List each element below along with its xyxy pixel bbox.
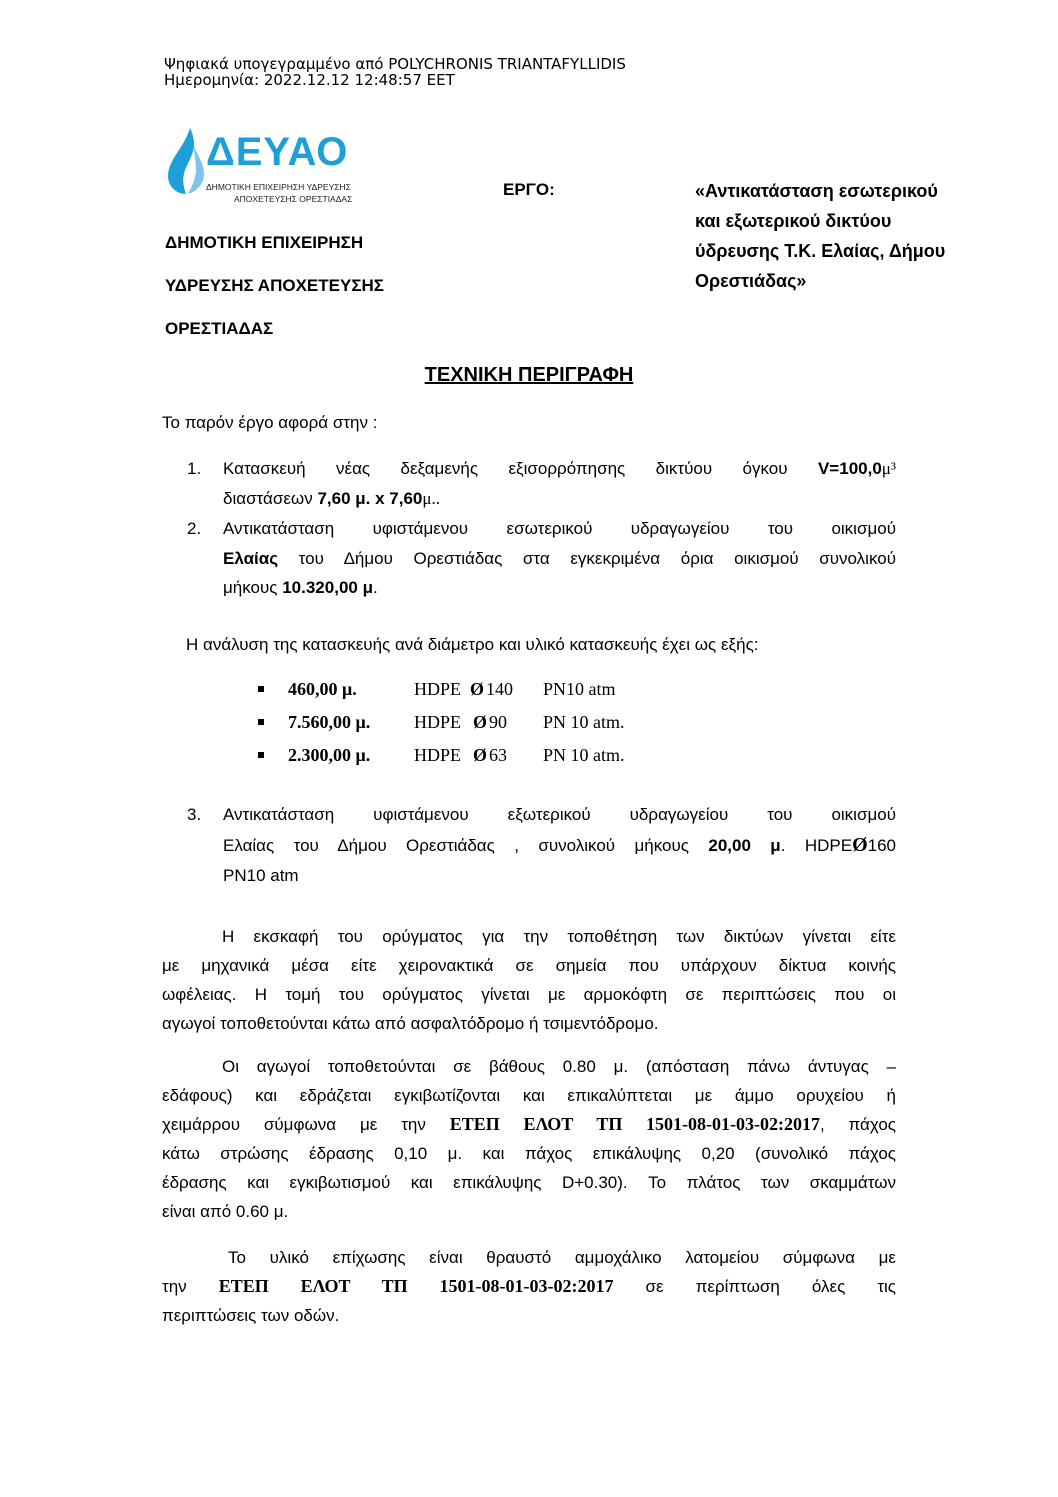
document-title: ΤΕΧΝΙΚΗ ΠΕΡΙΓΡΑΦΗ <box>424 364 634 386</box>
item-1-line-2: διαστάσεων 7,60 μ. x 7,60μ.. <box>223 489 440 508</box>
document-page: Ψηφιακά υπογεγραμμένο από POLYCHRONIS TRIANTAFYLLIDIS Ημερομηνία: 2022.12.12 12:48:57 EET ΔΕΥΑΟ ΔΗΜΟΤΙΚΗ ΕΠΙΧΕΙΡΗΣΗ ΥΔΡΕΥΣΗΣ ΑΠΟΧΕΤΕΥΣΗΣ ΟΡΕΣΤΙΑΔΑΣ ΔΗΜΟΤΙΚΗ ΕΠΙΧΕΙΡΗΣΗ ΥΔΡΕΥΣΗΣ ΑΠΟΧΕΤΕΥΣΗΣ ΟΡΕΣΤΙΑΔΑΣ ΕΡΓΟ: «Αντικατάσταση εσωτερικού και εξωτερικού δικτύου ύδρευσης Τ.Κ. Ελαίας, Δήμου Ορεστιάδας» ΤΕΧΝΙΚΗ ΠΕΡΙΓΡΑΦΗ Το παρόν έργο αφορά στην : 1. Κατασκευή νέας δεξαμενής εξισορρόπησης δικτύου όγκου V=100,0μ³ διαστάσεων 7,60 μ. x 7,60μ.. 2. Αντικατάσταση υφιστάμενου εσωτερικού υδραγωγείου του οικισμού Ελαίας του Δήμου Ορεστιάδας στα εγκεκριμένα όρια οικισμού συνολικού μήκους 10.320,00 μ. Η ανάλυση της κατασκευής ανά διάμετρο και υλικό κατασκευής έχει ως εξής: 460,00 μ. HDPE Ø 140 PN10 atm 7.560,00 μ. HDPE Ø 90 PN 10 atm. 2.300,00 μ. HDPE Ø 63 PN 10 atm. 3. Αντικατάσταση υφιστάμενου εξωτερικού υδραγωγείου του οικισμού Ελαίας του Δήμου Ορεστιάδας , συνολικού μήκους 20,00 μ. HDPEØ160 PN10 atm Η εκσκαφή του ορύγματος για την τοποθέτηση των δικτύων γίνεται είτε με μηχανικά μέσα είτε χειρονακτικά σε σημεία που υπάρχουν δίκτυα κοινής ωφέλειας. Η τομή του ορύγματος γίνεται με αρμοκόφτη σε περιπτώσεις που οι αγωγοί τοποθετούνται κάτω από ασφαλτόδρομο ή τσιμεντόδρομο. Οι αγωγοί τοποθετούνται σε βάθους 0.80 μ. (απόσταση πάνω άντυγας – εδάφους) και εδράζεται εγκιβωτίζονται και επικαλύπτεται με άμμο ορυχείου ή χειμάρρου σύμφωνα με την ΕΤΕΠ ΕΛΟΤ ΤΠ 1501-08-01-03-02:2017, πάχος κάτω στρώσης έδρασης 0,10 μ. και πάχος επικάλυψης 0,20 (συνολικό πάχος έδρασης και εγκιβωτισμού και επικάλυψης D+0.30). Το πλάτος των σκαμμάτων είναι από 0.60 μ. Το υλικό επίχωσης είναι θραυστό αμμοχάλικο λατομείου σύμφωνα με την ΕΤΕΠ ΕΛΟΤ ΤΠ 1501-08-01-03-02:2017 σε περίπτωση όλες τις περιπτώσεις των οδών. <box>0 0 1058 1497</box>
paragraph-1-line-3: ωφέλειας. Η τομή του ορύγματος γίνεται με αρμοκόφτη σε περιπτώσεις που οι <box>162 985 896 1004</box>
logo-wordmark: ΔΕΥΑΟ <box>206 130 349 174</box>
company-logo <box>164 124 369 210</box>
item-3-number: 3. <box>187 805 202 824</box>
paragraph-2-line-6: είναι από 0.60 μ. <box>162 1202 289 1221</box>
item-2-line-2: Ελαίας του Δήμου Ορεστιάδας στα εγκεκριμένα όρια οικισμού συνολικού <box>223 549 896 568</box>
paragraph-3-line-2: την ΕΤΕΠ ΕΛΟΤ ΤΠ 1501-08-01-03-02:2017 σε περίπτωση όλες τις <box>162 1276 897 1296</box>
item-1-line-1: Κατασκευή νέας δεξαμενής εξισορρόπησης δικτύου όγκου V=100,0μ³ <box>223 459 896 478</box>
paragraph-3-line-3: περιπτώσεις των οδών. <box>162 1306 340 1325</box>
paragraph-1-line-2: με μηχανικά μέσα είτε χειρονακτικά σε σημεία που υπάρχουν δίκτυα κοινής <box>162 956 896 975</box>
org-line-2: ΥΔΡΕΥΣΗΣ ΑΠΟΧΕΤΕΥΣΗΣ <box>165 276 384 295</box>
project-line-3: ύδρευσης Τ.Κ. Ελαίας, Δήμου <box>695 241 946 261</box>
org-line-3: ΟΡΕΣΤΙΑΔΑΣ <box>165 319 274 338</box>
item-3-line-3: PN10 atm <box>223 866 299 885</box>
paragraph-1-line-4: αγωγοί τοποθετούνται κάτω από ασφαλτόδρομο ή τσιμεντόδρομο. <box>162 1014 659 1033</box>
paragraph-1-line-1: Η εκσκαφή του ορύγματος για την τοποθέτηση των δικτύων γίνεται είτε <box>222 927 896 946</box>
project-line-2: και εξωτερικού δικτύου <box>695 211 892 231</box>
item-2-line-3: μήκους 10.320,00 μ. <box>223 578 378 597</box>
item-3-line-2: Ελαίας του Δήμου Ορεστιάδας , συνολικού μήκους 20,00 μ. HDPEØ160 <box>223 834 896 856</box>
signature-signer: Ψηφιακά υπογεγραμμένο από POLYCHRONIS TRIANTAFYLLIDIS <box>164 55 626 73</box>
project-line-4: Ορεστιάδας» <box>695 271 807 291</box>
item-3-line-1: Αντικατάσταση υφιστάμενου εξωτερικού υδραγωγείου του οικισμού <box>223 805 896 824</box>
project-line-1: «Αντικατάσταση εσωτερικού <box>695 181 938 201</box>
digital-signature <box>164 56 626 88</box>
breakdown-intro: Η ανάλυση της κατασκευής ανά διάμετρο και υλικό κατασκευής έχει ως εξής: <box>186 635 759 654</box>
bullet-square-icon <box>258 752 264 758</box>
logo-subtitle-2: ΑΠΟΧΕΤΕΥΣΗΣ ΟΡΕΣΤΙΑΔΑΣ <box>234 194 353 204</box>
project-label: ΕΡΓΟ: <box>503 180 555 199</box>
bullet-square-icon <box>258 686 264 692</box>
logo-subtitle-1: ΔΗΜΟΤΙΚΗ ΕΠΙΧΕΙΡΗΣΗ ΥΔΡΕΥΣΗΣ <box>206 182 351 192</box>
paragraph-2-line-1: Οι αγωγοί τοποθετούνται σε βάθους 0.80 μ. (απόσταση πάνω άντυγας – <box>222 1057 896 1076</box>
paragraph-2-line-4: κάτω στρώσης έδρασης 0,10 μ. και πάχος επικάλυψης 0,20 (συνολικό πάχος <box>162 1144 896 1163</box>
paragraph-2-line-5: έδρασης και εγκιβωτισμού και επικάλυψης D+0.30). Το πλάτος των σκαμμάτων <box>162 1173 896 1192</box>
bullet-square-icon <box>258 719 264 725</box>
paragraph-2-line-3: χειμάρρου σύμφωνα με την ΕΤΕΠ ΕΛΟΤ ΤΠ 1501-08-01-03-02:2017, πάχος <box>162 1114 896 1134</box>
project-title <box>695 176 1015 296</box>
org-line-1: ΔΗΜΟΤΙΚΗ ΕΠΙΧΕΙΡΗΣΗ <box>165 233 364 252</box>
item-1-number: 1. <box>187 459 202 478</box>
paragraph-3-line-1: Το υλικό επίχωσης είναι θραυστό αμμοχάλικο λατομείου σύμφωνα με <box>228 1248 896 1267</box>
intro-text: Το παρόν έργο αφορά στην : <box>162 413 378 432</box>
water-drop-icon <box>164 126 208 196</box>
item-2-number: 2. <box>187 519 202 538</box>
paragraph-2-line-2: εδάφους) και εδράζεται εγκιβωτίζονται και επικαλύπτεται με άμμο ορυχείου ή <box>162 1086 896 1105</box>
item-2-line-1: Αντικατάσταση υφιστάμενου εσωτερικού υδραγωγείου του οικισμού <box>223 519 896 538</box>
signature-date: Ημερομηνία: 2022.12.12 12:48:57 EET <box>164 71 455 89</box>
